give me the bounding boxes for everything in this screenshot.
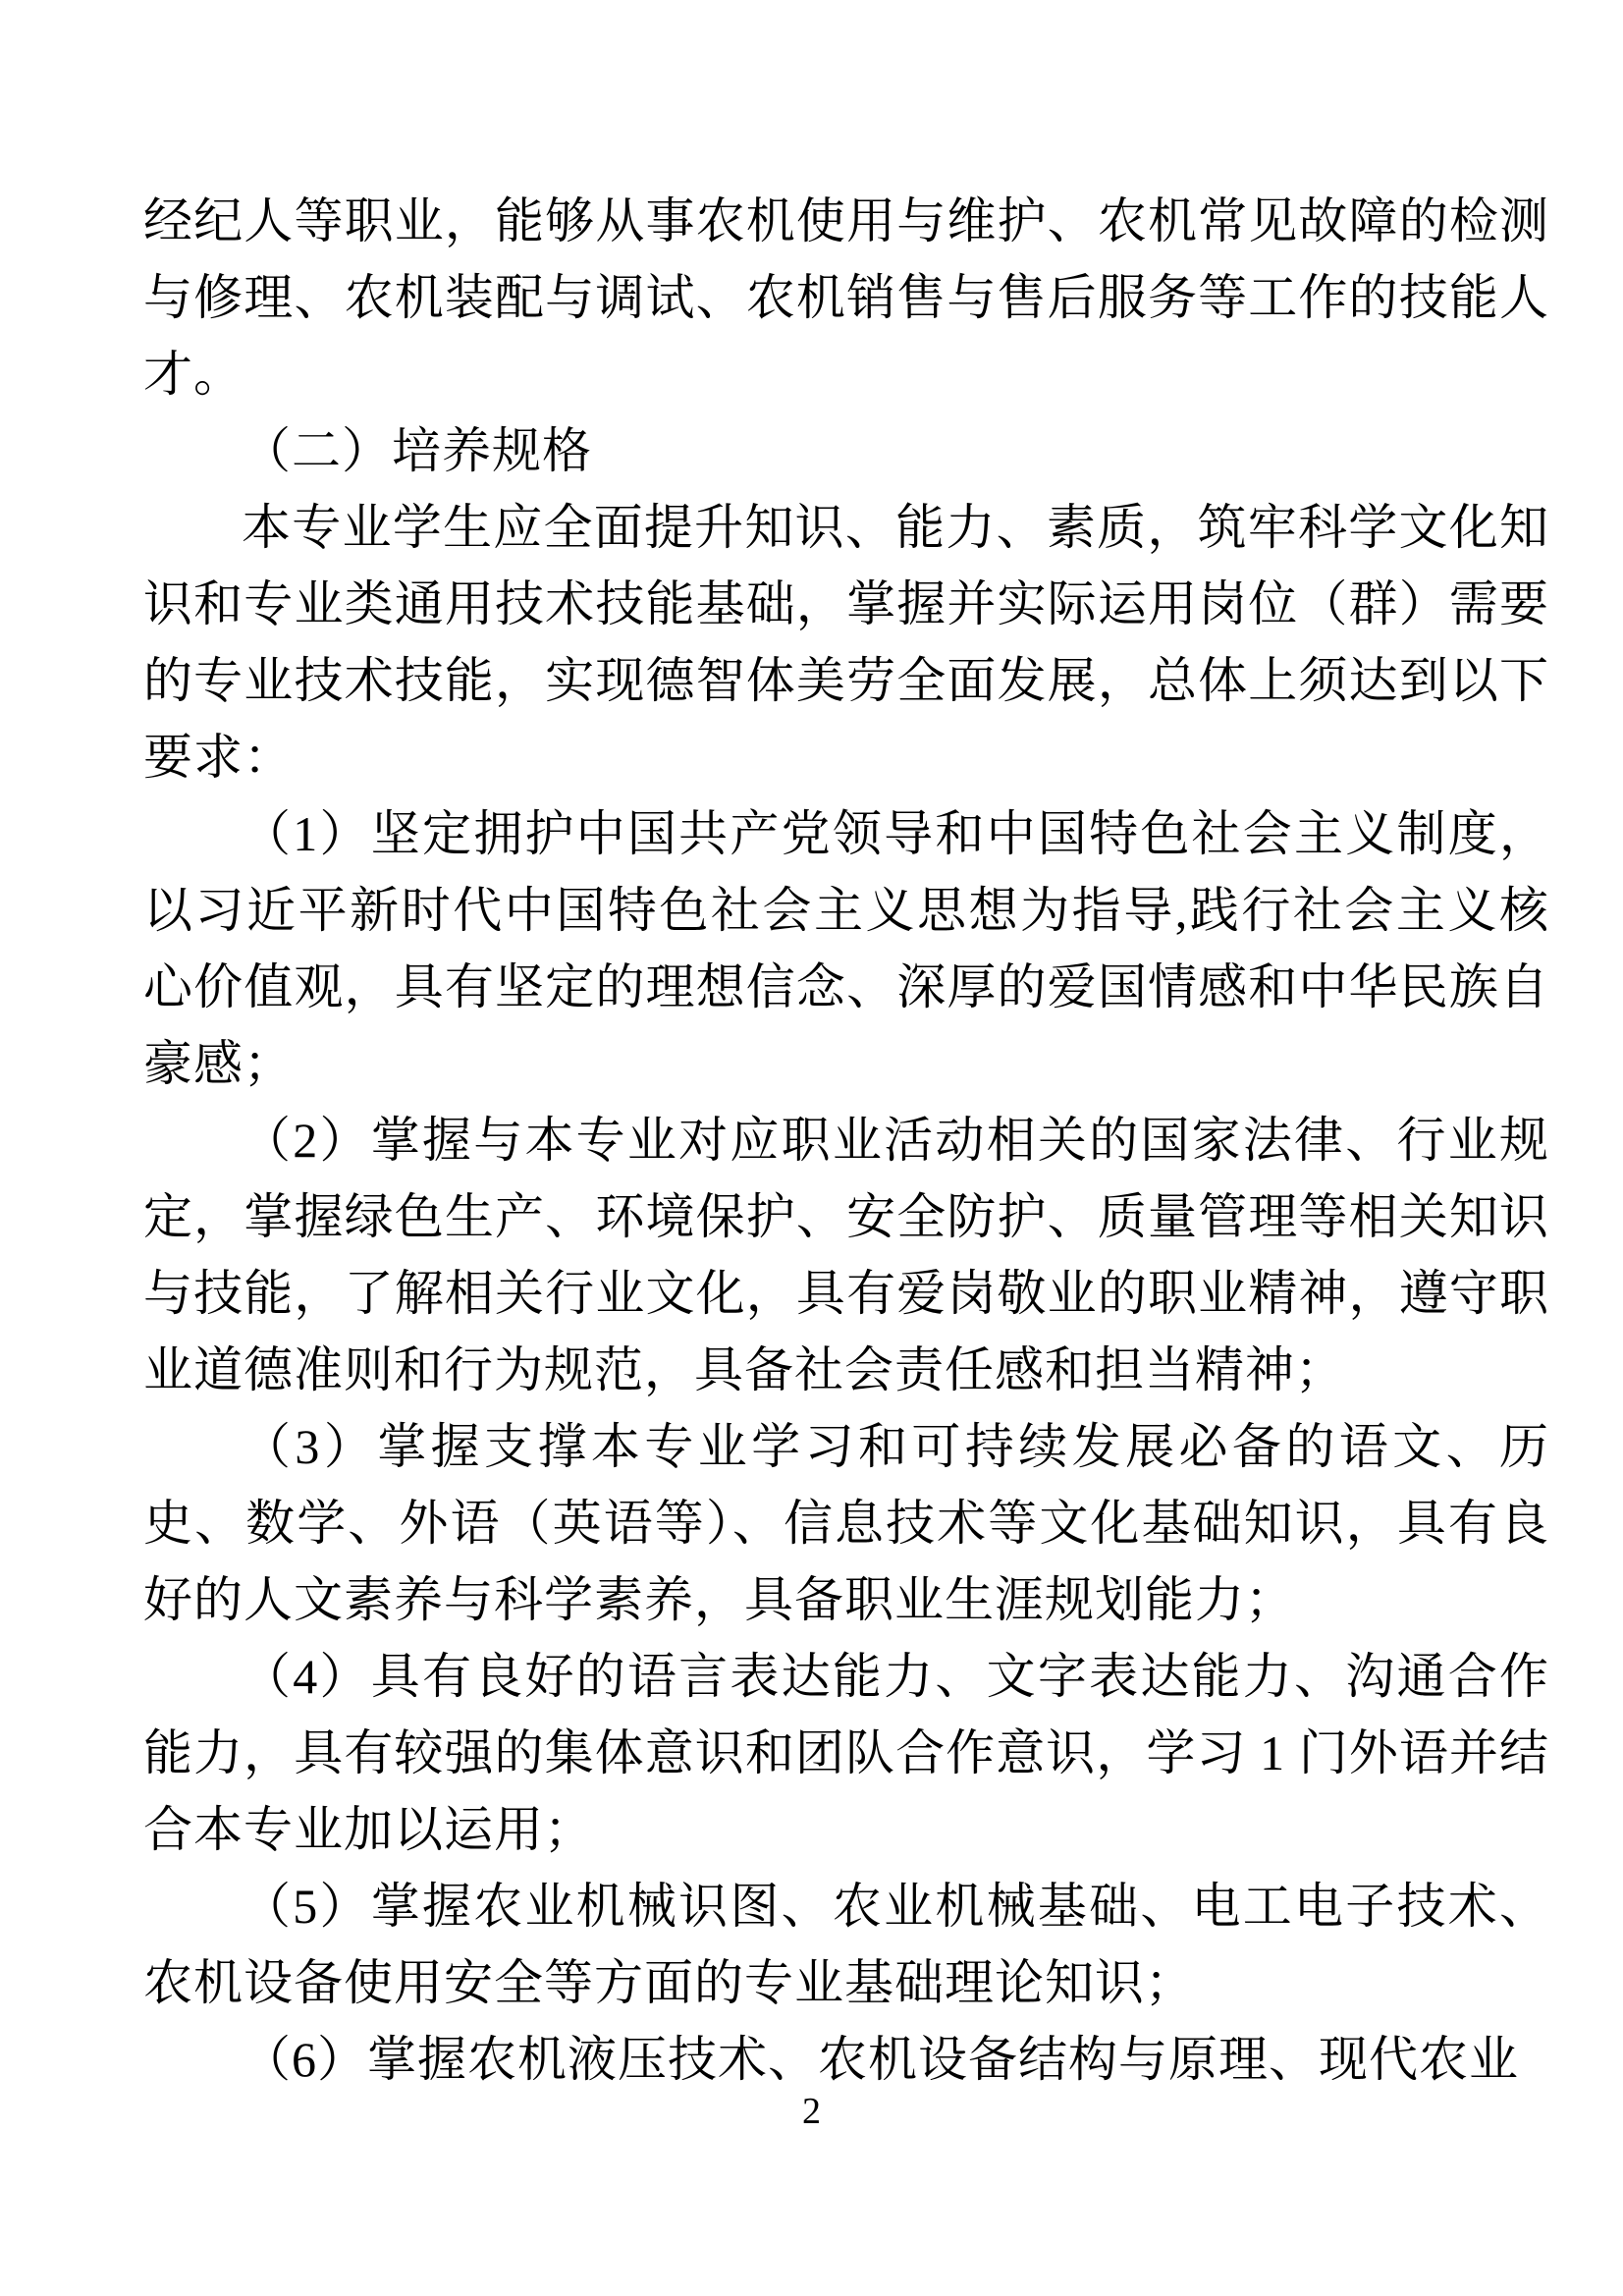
requirement-item-1: （1）坚定拥护中国共产党领导和中国特色社会主义制度，以习近平新时代中国特色社会主义思想为指导,践行社会主义核心价值观，具有坚定的理想信念、深厚的爱国情感和中华民族自豪感； bbox=[143, 806, 1549, 1091]
section-heading-training-specifications: （二）培养规格 bbox=[242, 423, 592, 478]
page-number: 2 bbox=[802, 2091, 821, 2132]
requirement-item-5: （5）掌握农业机械识图、农业机械基础、电工电子技术、农机设备使用安全等方面的专业基础理论知识； bbox=[143, 1879, 1549, 2010]
paragraph-continuation: 经纪人等职业，能够从事农机使用与维护、农机常见故障的检测与修理、农机装配与调试、农机销售与售后服务等工作的技能人才。 bbox=[143, 193, 1549, 402]
requirement-item-6: （6）掌握农机液压技术、农机设备结构与原理、现代农业 bbox=[242, 2032, 1519, 2087]
requirement-item-2: （2）掌握与本专业对应职业活动相关的国家法律、行业规定，掌握绿色生产、环境保护、安全防护、质量管理等相关知识与技能，了解相关行业文化，具有爱岗敬业的职业精神，遵守职业道德准则和行为规范，具备社会责任感和担当精神； bbox=[143, 1113, 1549, 1397]
document-body bbox=[143, 183, 1549, 2098]
paragraph-overview: 本专业学生应全面提升知识、能力、素质，筑牢科学文化知识和专业类通用技术技能基础，掌握并实际运用岗位（群）需要的专业技术技能，实现德智体美劳全面发展，总体上须达到以下要求： bbox=[143, 500, 1549, 785]
requirement-item-3: （3）掌握支撑本专业学习和可持续发展必备的语文、历史、数学、外语（英语等）、信息技术等文化基础知识，具有良好的人文素养与科学素养，具备职业生涯规划能力； bbox=[143, 1419, 1549, 1627]
requirement-item-4: （4）具有良好的语言表达能力、文字表达能力、沟通合作能力，具有较强的集体意识和团队合作意识，学习 1 门外语并结合本专业加以运用； bbox=[143, 1649, 1549, 1857]
